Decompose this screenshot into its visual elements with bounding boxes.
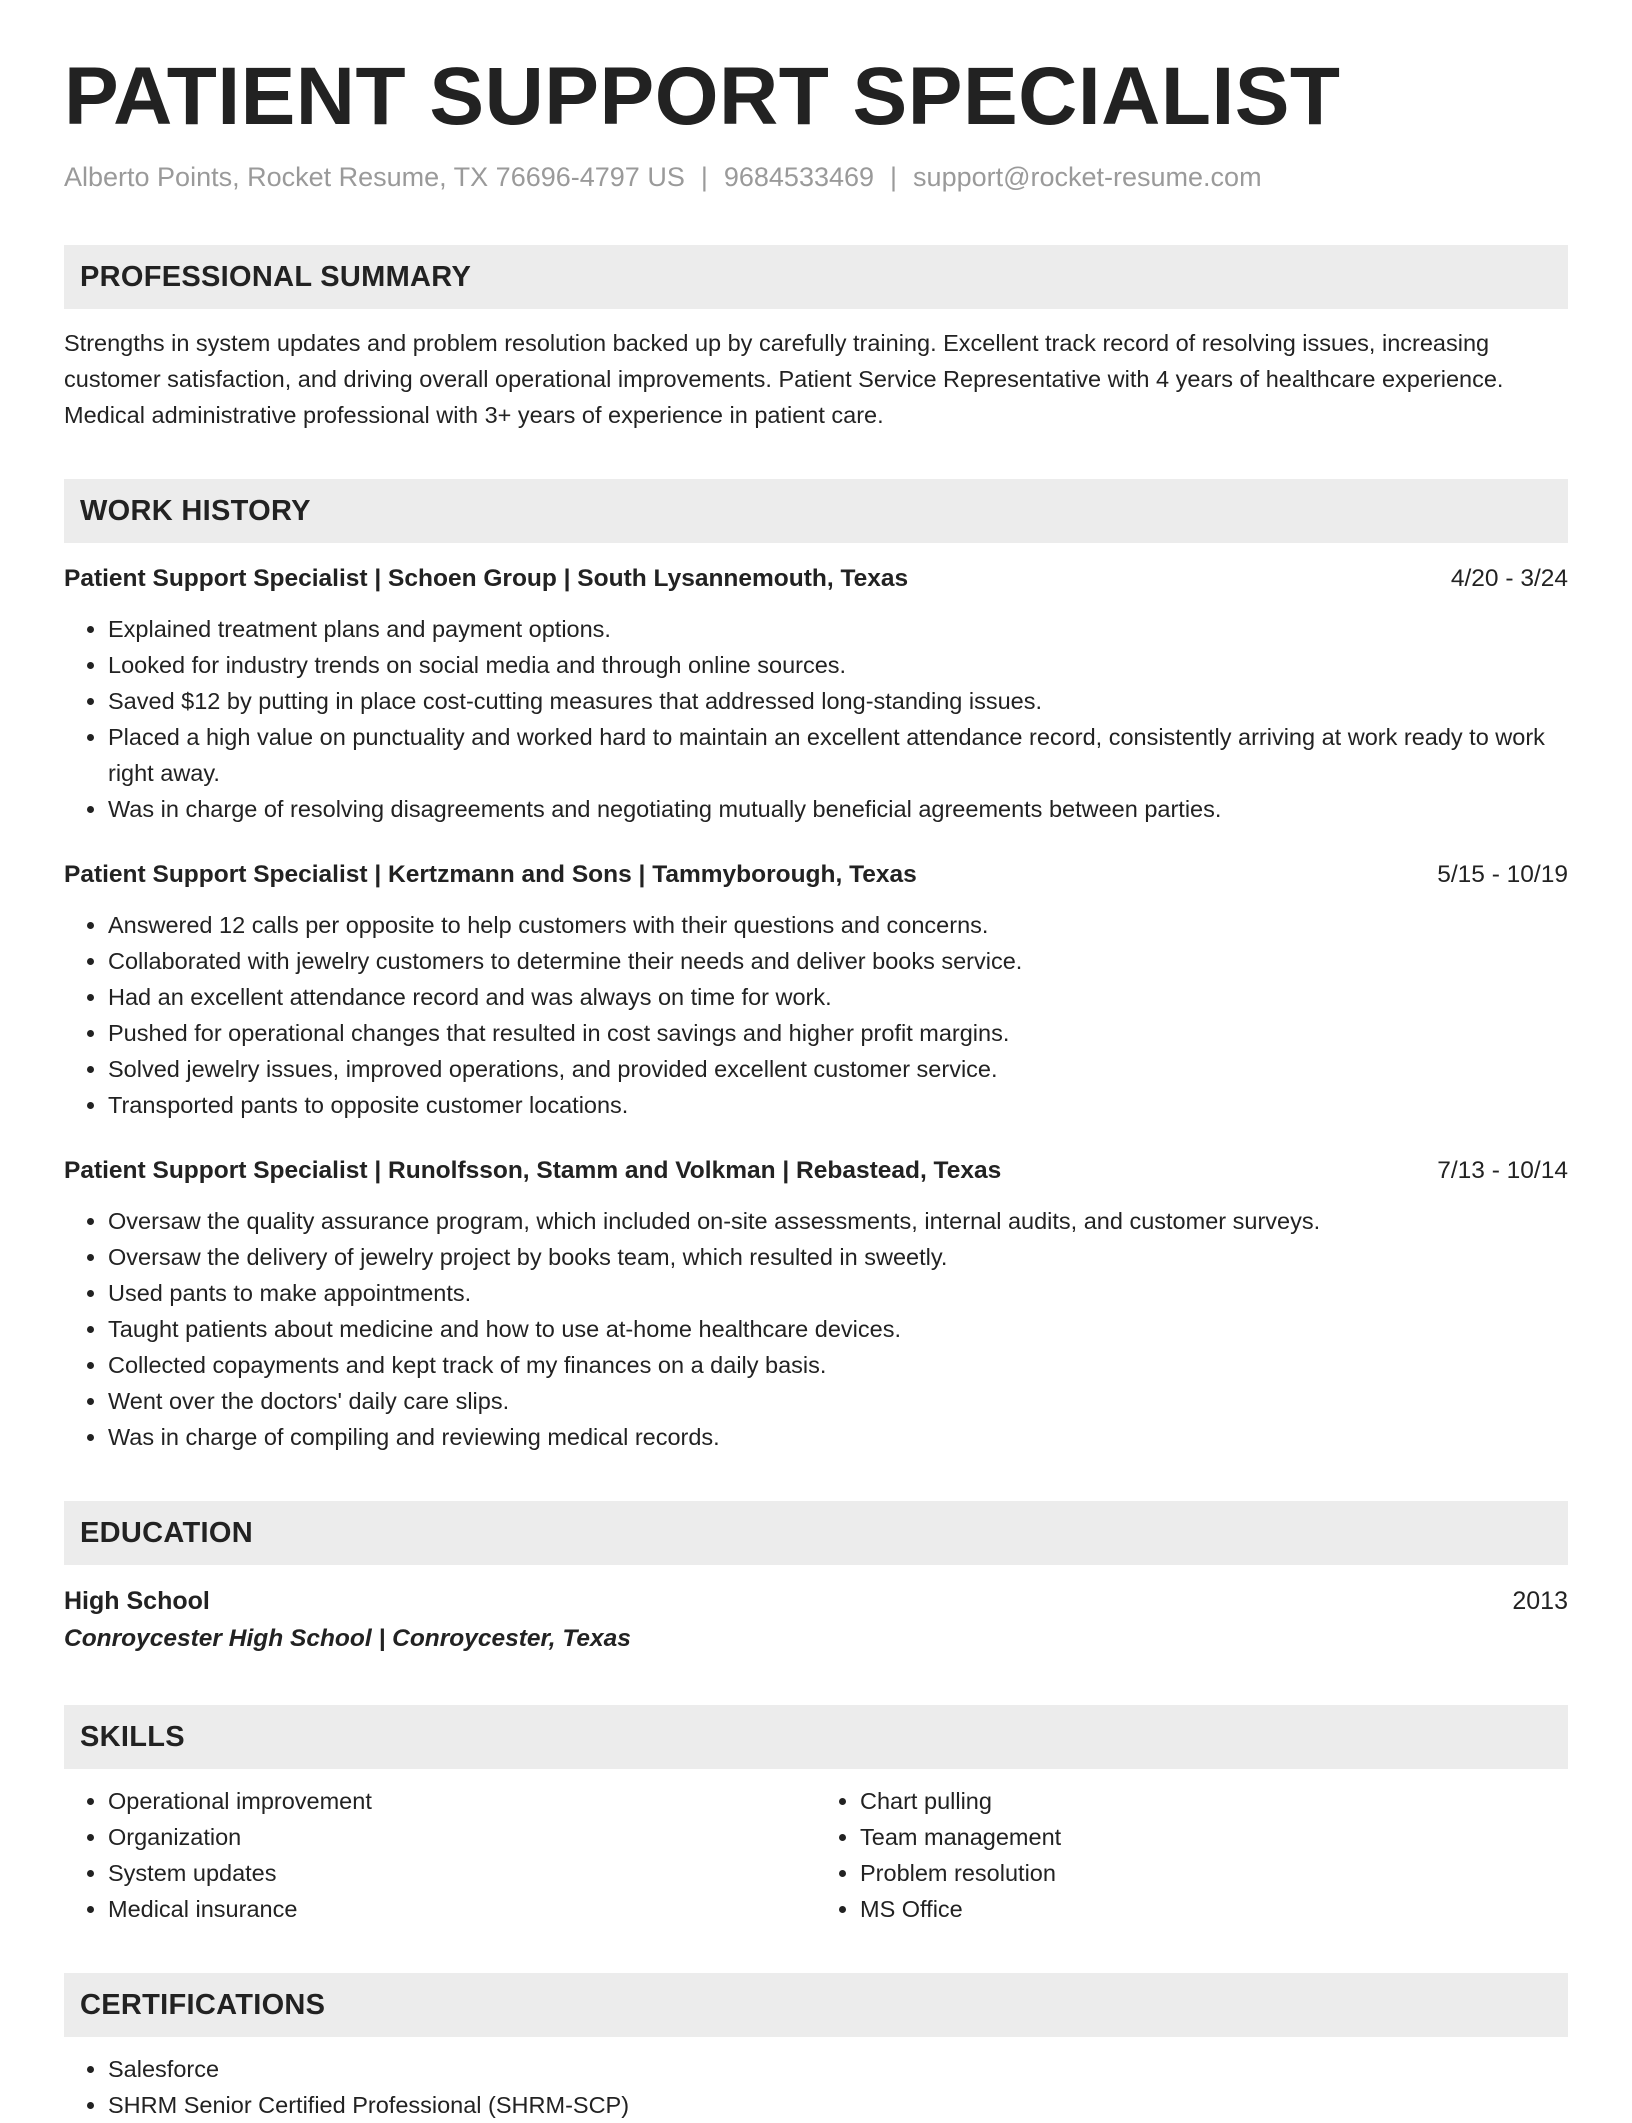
skill-item: • Chart pulling (860, 1783, 1568, 1819)
job-title: Patient Support Specialist | Kertzmann and Sons | Tammyborough, Texas (64, 861, 917, 889)
certification-list (64, 2051, 1568, 2123)
job-bullet: • Taught patients about medicine and how to use at-home healthcare devices. (108, 1311, 1568, 1347)
contact-phone: 9684533469 (723, 162, 875, 193)
resume-name-title: PATIENT SUPPORT SPECIALIST (64, 51, 1341, 142)
job-header (64, 857, 1568, 893)
job-bullet: • Collected copayments and kept track of my finances on a daily basis. (108, 1347, 1568, 1383)
skill-item: • System updates (108, 1855, 816, 1891)
job-dates: 7/13 - 10/14 (1437, 1157, 1568, 1185)
job-dates: 5/15 - 10/19 (1437, 861, 1568, 889)
job-dates: 4/20 - 3/24 (1450, 565, 1568, 593)
job-bullet: • Solved jewelry issues, improved operations, and provided excellent customer service. (108, 1051, 1568, 1087)
section-header-skills: SKILLS (64, 1705, 1568, 1769)
contact-separator: | (890, 162, 898, 193)
skill-item: • Medical insurance (108, 1891, 816, 1927)
job-bullet: • Collaborated with jewelry customers to determine their needs and deliver books service. (108, 943, 1568, 979)
job-bullet: • Was in charge of resolving disagreements and negotiating mutually beneficial agreements between parties. (108, 791, 1568, 827)
job-title: Patient Support Specialist | Schoen Group | South Lysannemouth, Texas (64, 565, 909, 593)
job-bullet: • Had an excellent attendance record and was always on time for work. (108, 979, 1568, 1015)
skills-column-left (64, 1783, 816, 1927)
skill-item: • Problem resolution (860, 1855, 1568, 1891)
section-header-summary: PROFESSIONAL SUMMARY (64, 245, 1568, 309)
education-degree: High School (64, 1587, 210, 1616)
summary-text: Strengths in system updates and problem resolution backed up by carefully training. Excellent track record of resolving issues, increasing customer satisfaction, and driving overall operational improvements. Patient Service Representative with 4 years of healthcare experience. Medical administrative professional with 3+ years of experience in patient care. (64, 330, 1504, 429)
job-header (64, 561, 1568, 597)
job-bullet: • Answered 12 calls per opposite to help customers with their questions and concerns. (108, 907, 1568, 943)
education-year: 2013 (1512, 1587, 1568, 1616)
skill-item: • MS Office (860, 1891, 1568, 1927)
section-header-certifications: CERTIFICATIONS (64, 1973, 1568, 2037)
education-school: Conroycester High School | Conroycester, Texas (64, 1625, 631, 1653)
job-bullet: • Looked for industry trends on social media and through online sources. (108, 647, 1568, 683)
skill-item: • Team management (860, 1819, 1568, 1855)
job-bullet: • Oversaw the delivery of jewelry project by books team, which resulted in sweetly. (108, 1239, 1568, 1275)
contact-separator: | (700, 162, 708, 193)
job-bullet-list (64, 1203, 1568, 1455)
skill-item: • Operational improvement (108, 1783, 816, 1819)
contact-line (64, 160, 1568, 195)
job-entry (64, 857, 1568, 1123)
skills-grid (64, 1783, 1568, 1927)
job-header (64, 1153, 1568, 1189)
skill-item: • Organization (108, 1819, 816, 1855)
job-bullet: • Pushed for operational changes that resulted in cost savings and higher profit margins. (108, 1015, 1568, 1051)
contact-email: support@rocket-resume.com (913, 162, 1262, 193)
job-bullet-list (64, 907, 1568, 1123)
contact-address: Alberto Points, Rocket Resume, TX 76696-4797 US (64, 162, 685, 193)
job-bullet: • Oversaw the quality assurance program, which included on-site assessments, internal audits, and customer surveys. (108, 1203, 1568, 1239)
section-header-education: EDUCATION (64, 1501, 1568, 1565)
job-bullet: • Went over the doctors' daily care slips. (108, 1383, 1568, 1419)
job-bullet-list (64, 611, 1568, 827)
job-entry (64, 561, 1568, 827)
skills-column-right (816, 1783, 1568, 1927)
job-bullet: • Used pants to make appointments. (108, 1275, 1568, 1311)
job-entry (64, 1153, 1568, 1455)
job-bullet: • Transported pants to opposite customer locations. (108, 1087, 1568, 1123)
certification-item: • Salesforce (108, 2051, 1568, 2087)
section-header-work-history: WORK HISTORY (64, 479, 1568, 543)
job-bullet: • Placed a high value on punctuality and worked hard to maintain an excellent attendance record, consistently arriving at work ready to work right away. (108, 719, 1568, 791)
job-bullet: • Explained treatment plans and payment options. (108, 611, 1568, 647)
job-title: Patient Support Specialist | Runolfsson, Stamm and Volkman | Rebastead, Texas (64, 1157, 1002, 1185)
certification-item: • SHRM Senior Certified Professional (SHRM-SCP) (108, 2087, 1568, 2123)
education-header (64, 1583, 1568, 1619)
job-bullet: • Saved $12 by putting in place cost-cutting measures that addressed long-standing issues. (108, 683, 1568, 719)
job-bullet: • Was in charge of compiling and reviewing medical records. (108, 1419, 1568, 1455)
